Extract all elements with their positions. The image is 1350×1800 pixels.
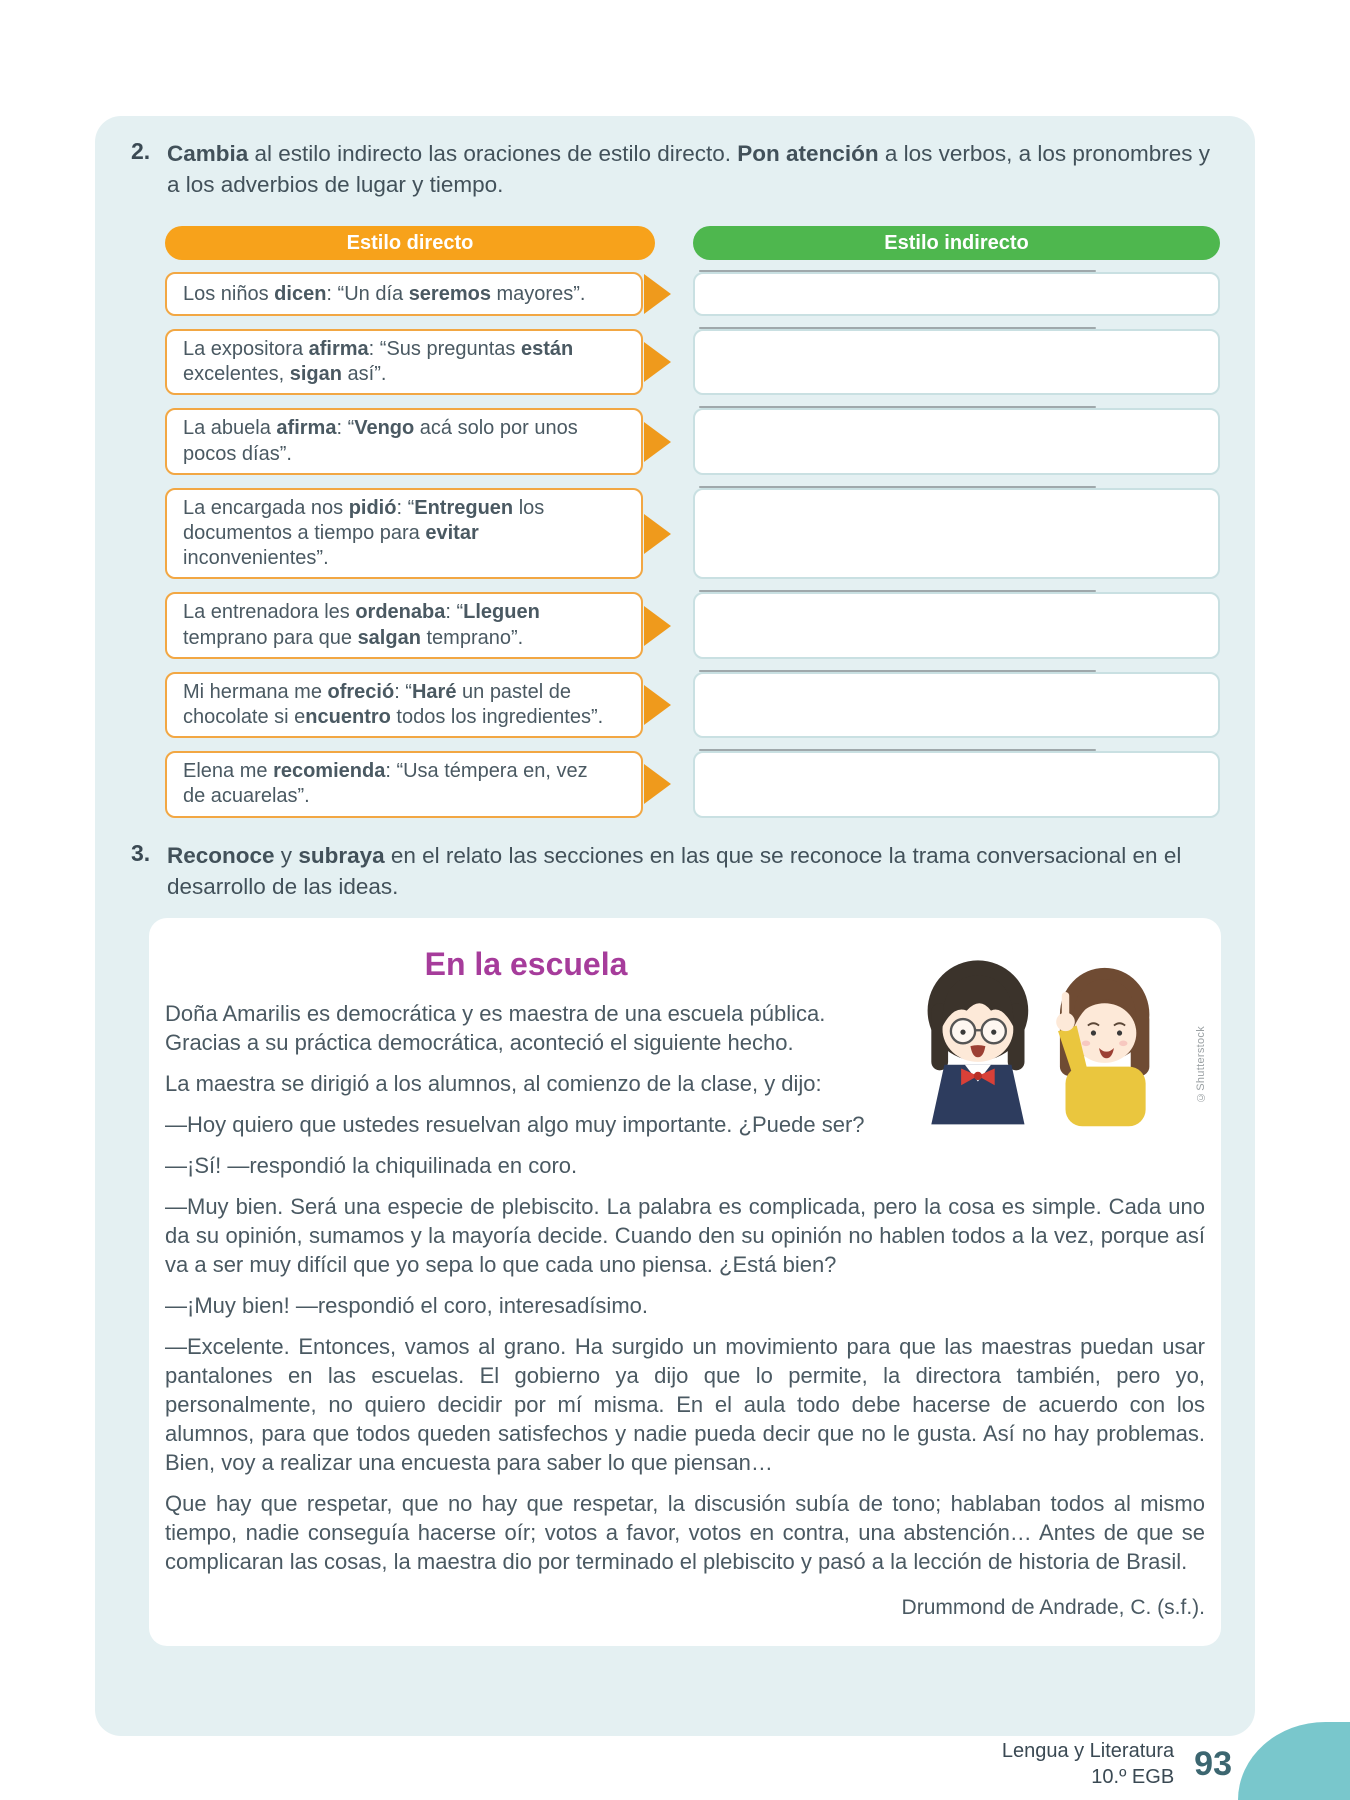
exercise2-number: 2. xyxy=(131,138,151,164)
exercise3-section xyxy=(131,840,1221,1647)
page-number: 93 xyxy=(1194,1744,1232,1783)
direct-statement-box xyxy=(165,751,643,817)
exercise3-header xyxy=(131,840,1221,902)
footer-meta xyxy=(1002,1738,1174,1790)
column-header-direct: Estilo directo xyxy=(165,226,655,260)
arrow-right-icon xyxy=(644,606,671,646)
answer-box[interactable] xyxy=(693,272,1220,316)
column-header-indirect: Estilo indirecto xyxy=(693,226,1220,260)
reading-paragraph: La maestra se dirigió a los alumnos, al comienzo de la clase, y dijo: xyxy=(165,1070,822,1096)
direct-statement-box xyxy=(165,592,643,658)
table-row xyxy=(165,488,1221,580)
worksheet-container xyxy=(95,116,1255,1736)
arrow-right-icon xyxy=(644,274,671,314)
exercise3-instruction: Reconoce y subraya en el relato las secciones en las que se reconoce la trama conversacional en el desarrollo de las ideas. xyxy=(167,842,1182,899)
direct-statement-text: Los niños dicen: “Un día seremos mayores”. xyxy=(183,282,586,305)
reading-card xyxy=(149,918,1221,1647)
direct-statement-box xyxy=(165,672,643,738)
direct-statement-text: La expositora afirma: “Sus preguntas están excelentes, sigan así”. xyxy=(183,338,574,386)
arrow-right-icon xyxy=(644,342,671,382)
arrow-right-icon xyxy=(644,422,671,462)
exercise2-instruction: Cambia al estilo indirecto las oraciones de estilo directo. Pon atención a los verbos, a los pronombres y a los adverbios de lugar y tiempo. xyxy=(167,141,1210,198)
reading-attribution: Drummond de Andrade, C. (s.f.). xyxy=(901,1596,1205,1620)
arrow-right-icon xyxy=(644,685,671,725)
footer-grade: 10.º EGB xyxy=(1091,1766,1175,1788)
table-row xyxy=(165,751,1221,817)
answer-box[interactable] xyxy=(693,488,1220,580)
table-row xyxy=(165,672,1221,738)
reading-paragraph: —¡Muy bien! —respondió el coro, interesadísimo. xyxy=(165,1292,648,1318)
direct-statement-box xyxy=(165,488,643,580)
answer-box[interactable] xyxy=(693,672,1220,738)
arrow-right-icon xyxy=(644,514,671,554)
table-row xyxy=(165,272,1221,316)
table-row xyxy=(165,592,1221,658)
direct-statement-box xyxy=(165,272,643,316)
direct-statement-text: Mi hermana me ofreció: “Haré un pastel de chocolate si encuentro todos los ingredientes”. xyxy=(183,680,604,728)
answer-box[interactable] xyxy=(693,751,1220,817)
answer-box[interactable] xyxy=(693,329,1220,395)
reading-paragraph: Que hay que respetar, que no hay que respetar, la discusión subía de tono; hablaban todos al mismo tiempo, nadie conseguía hacerse oír; votos a favor, votos en contra, una abstención… Antes de que se complicaran las cosas, la maestra dio por terminado el plebiscito y pasó a la lección de historia de Brasil. xyxy=(165,1491,1205,1575)
illustration-two-students xyxy=(905,938,1205,1148)
column-headers xyxy=(165,226,1221,260)
direct-statement-text: La entrenadora les ordenaba: “Lleguen temprano para que salgan temprano”. xyxy=(183,601,540,649)
reading-paragraph: —Muy bien. Será una especie de plebiscito. La palabra es complicada, pero la cosa es simple. Cada uno da su opinión, sumamos y la mayoría decide. Cuando den su opinión no hablen todos a la vez, porque así va a ser muy difícil que yo sepa lo que cada uno piensa. ¿Está bien? xyxy=(165,1193,1205,1277)
answer-box[interactable] xyxy=(693,592,1220,658)
direct-statement-text: La abuela afirma: “Vengo acá solo por unos pocos días”. xyxy=(183,417,578,465)
direct-statement-box xyxy=(165,329,643,395)
direct-statement-text: Elena me recomienda: “Usa témpera en, vez de acuarelas”. xyxy=(183,760,588,808)
image-credit: ©Shutterstock xyxy=(1195,1025,1207,1103)
arrow-right-icon xyxy=(644,764,671,804)
teacher-figure xyxy=(1056,967,1149,1125)
corner-decoration xyxy=(1238,1722,1350,1800)
student-figure xyxy=(928,960,1029,1124)
answer-box[interactable] xyxy=(693,408,1220,474)
direct-statement-box xyxy=(165,408,643,474)
reading-paragraph: Doña Amarilis es democrática y es maestra de una escuela pública. Gracias a su práctica democrática, aconteció el siguiente hecho. xyxy=(165,1000,826,1055)
style-conversion-table xyxy=(165,226,1221,817)
students-illustration-svg xyxy=(905,938,1185,1143)
footer xyxy=(1002,1738,1232,1790)
footer-subject: Lengua y Literatura xyxy=(1001,1740,1175,1762)
direct-statement-text: La encargada nos pidió: “Entreguen los documentos a tiempo para evitar inconvenientes”. xyxy=(183,496,545,570)
exercise2-section xyxy=(131,138,1221,818)
exercise2-header xyxy=(131,138,1221,200)
reading-paragraph: —Hoy quiero que ustedes resuelvan algo muy importante. ¿Puede ser? xyxy=(165,1111,865,1137)
reading-paragraph: —Excelente. Entonces, vamos al grano. Ha surgido un movimiento para que las maestras puedan usar pantalones en las escuelas. El gobierno ya dijo que lo permite, la directora también, pero yo, personalmente, no quiero decidir por mí misma. En el aula todo debe hacerse de acuerdo con los alumnos, para que todos queden satisfechos y nadie pueda decir que no le gusta. Así no hay problemas. Bien, voy a realizar una encuesta para saber lo que piensan… xyxy=(165,1333,1205,1476)
table-row xyxy=(165,408,1221,474)
table-row xyxy=(165,329,1221,395)
reading-title: En la escuela xyxy=(424,945,628,982)
exercise3-number: 3. xyxy=(131,839,151,866)
reading-paragraph: —¡Sí! —respondió la chiquilinada en coro. xyxy=(165,1152,578,1178)
